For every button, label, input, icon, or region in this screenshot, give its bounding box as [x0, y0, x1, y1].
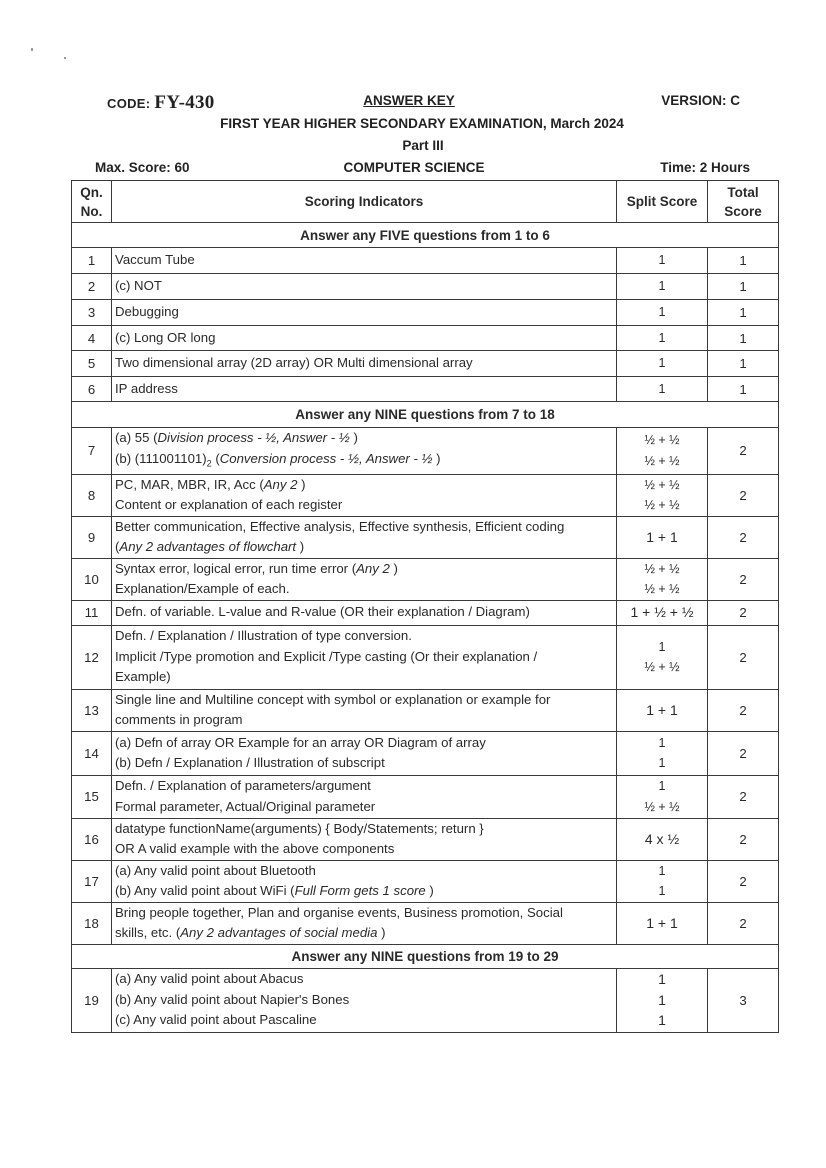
- scoring-indicator: [112, 902, 617, 944]
- indicator-text: Defn. / Explanation of parameters/argument: [115, 778, 371, 794]
- scan-speck: [64, 57, 66, 59]
- question-number: 14: [72, 731, 112, 775]
- indicator-text: (: [211, 450, 220, 466]
- max-score: Max. Score: 60: [95, 160, 190, 175]
- scoring-indicator: [112, 731, 617, 775]
- indicator-line: [115, 923, 613, 944]
- split-score: [617, 300, 708, 326]
- column-header-scoring-indicators: Scoring Indicators: [112, 181, 617, 223]
- scoring-indicator: [112, 689, 617, 731]
- total-score: 2: [708, 516, 779, 558]
- split-score: [617, 860, 708, 902]
- indicator-note: Division process - ½, Answer - ½: [157, 430, 350, 445]
- indicator-text: comments in program: [115, 712, 243, 728]
- split-score-value: ½ + ½: [644, 477, 680, 492]
- split-score: [617, 248, 708, 274]
- column-header-total-score: [708, 181, 779, 223]
- indicator-line: [115, 379, 613, 400]
- table-header-row: [72, 181, 779, 223]
- total-score: 2: [708, 902, 779, 944]
- indicator-text: datatype functionName(arguments) { Body/Statements; return }: [115, 820, 484, 836]
- indicator-line: [115, 475, 613, 496]
- indicator-text: ): [432, 450, 441, 466]
- split-score-value: 1: [658, 884, 666, 899]
- table-row: [72, 248, 779, 274]
- split-score: [617, 731, 708, 775]
- indicator-line: [115, 250, 613, 271]
- split-score: [617, 775, 708, 818]
- answer-key-table: [71, 180, 779, 1033]
- table-row: [72, 968, 779, 1032]
- indicator-text: (b) Defn / Explanation / Illustration of subscript: [115, 755, 385, 771]
- question-number: 1: [72, 248, 112, 274]
- question-number: 4: [72, 326, 112, 351]
- indicator-text: Implicit /Type promotion and Explicit /Type casting (Or their explanation /: [115, 648, 538, 664]
- indicator-line: [115, 495, 613, 516]
- split-score-value: 1 + ½ + ½: [630, 604, 694, 621]
- indicator-note: Any 2: [356, 560, 390, 576]
- indicator-text: ): [389, 560, 398, 576]
- indicator-line: [115, 861, 613, 882]
- split-score-value: ½ + ½: [644, 498, 680, 513]
- table-row: [72, 428, 779, 475]
- section-heading-row: [72, 223, 779, 248]
- scoring-indicator: [112, 274, 617, 300]
- indicator-note: Any 2 advantages of flowchart: [119, 539, 297, 555]
- indicator-text: (a) 55 (: [115, 430, 158, 445]
- indicator-text: ): [425, 883, 434, 899]
- split-score-value: 1: [658, 305, 666, 320]
- split-score: [617, 600, 708, 625]
- indicator-text: Content or explanation of each register: [115, 497, 343, 513]
- indicator-line: [115, 626, 613, 647]
- split-score: [617, 516, 708, 558]
- question-number: 15: [72, 775, 112, 818]
- indicator-text: (a) Defn of array OR Example for an array OR Diagram of array: [115, 734, 486, 750]
- table-row: [72, 351, 779, 377]
- indicator-line: [115, 881, 613, 902]
- indicator-note: Any 2: [263, 476, 298, 492]
- exam-time: Time: 2 Hours: [660, 160, 750, 175]
- table-row: [72, 860, 779, 902]
- split-score: [617, 377, 708, 402]
- indicator-note: Conversion process - ½, Answer - ½: [219, 450, 433, 466]
- question-number: 3: [72, 300, 112, 326]
- split-score-value: 1 + 1: [646, 528, 678, 545]
- column-header-qn-no: [72, 181, 112, 223]
- question-number: 16: [72, 818, 112, 860]
- indicator-text: PC, MAR, MBR, IR, Acc (: [115, 476, 264, 492]
- total-score: 1: [708, 248, 779, 274]
- question-number: 13: [72, 689, 112, 731]
- table-row: [72, 600, 779, 625]
- split-score-value: 1: [658, 279, 666, 294]
- question-number: 18: [72, 902, 112, 944]
- indicator-line: [115, 990, 613, 1011]
- section-heading: Answer any FIVE questions from 1 to 6: [72, 223, 779, 248]
- indicator-text: Example): [115, 669, 171, 685]
- scoring-indicator: [112, 860, 617, 902]
- indicator-text: (a) Any valid point about Bluetooth: [115, 862, 316, 878]
- table-row: [72, 274, 779, 300]
- indicator-text: Debugging: [115, 304, 179, 320]
- indicator-text: Syntax error, logical error, run time error (: [115, 560, 357, 576]
- split-score: [617, 326, 708, 351]
- question-number: 12: [72, 625, 112, 689]
- split-score-value: 1: [658, 639, 666, 654]
- indicator-line: [115, 579, 613, 600]
- answer-key-title: ANSWER KEY: [363, 93, 455, 108]
- split-score: [617, 902, 708, 944]
- indicator-line: [115, 428, 613, 449]
- split-score-value: 1: [658, 356, 666, 371]
- indicator-text: Formal parameter, Actual/Original parameter: [115, 798, 376, 814]
- indicator-text: ): [377, 925, 386, 941]
- indicator-text: skills, etc. (: [115, 925, 181, 941]
- question-number: 8: [72, 474, 112, 516]
- indicator-text: Better communication, Effective analysis, Effective synthesis, Efficient coding: [115, 518, 565, 534]
- indicator-text: (b) (111001101): [115, 450, 207, 466]
- indicator-text: IP address: [115, 380, 178, 396]
- section-heading: Answer any NINE questions from 19 to 29: [72, 944, 779, 968]
- split-score: [617, 474, 708, 516]
- section-heading-row: [72, 944, 779, 968]
- indicator-text: (c) NOT: [115, 278, 162, 294]
- split-score: [617, 818, 708, 860]
- indicator-line: [115, 903, 613, 924]
- split-score-value: 1: [658, 863, 666, 878]
- indicator-line: [115, 710, 613, 731]
- indicator-line: [115, 602, 613, 623]
- split-score: [617, 689, 708, 731]
- split-score: [617, 968, 708, 1032]
- indicator-line: [115, 537, 613, 558]
- indicator-line: [115, 276, 613, 297]
- total-score: 1: [708, 351, 779, 377]
- scoring-indicator: [112, 428, 617, 475]
- version-label: VERSION: C: [661, 93, 740, 108]
- scoring-indicator: [112, 516, 617, 558]
- indicator-text: (a) Any valid point about Abacus: [115, 971, 304, 987]
- total-score: 1: [708, 274, 779, 300]
- scoring-indicator: [112, 600, 617, 625]
- total-score: 2: [708, 474, 779, 516]
- table-row: [72, 474, 779, 516]
- question-number: 2: [72, 274, 112, 300]
- indicator-line: [115, 517, 613, 538]
- exam-name: FIRST YEAR HIGHER SECONDARY EXAMINATION, March 2024: [220, 116, 624, 131]
- indicator-note: Any 2 advantages of social media: [180, 925, 378, 941]
- total-score: 2: [708, 775, 779, 818]
- indicator-text: Defn. of variable. L-value and R-value (OR their explanation / Diagram): [115, 604, 530, 620]
- split-score: [617, 351, 708, 377]
- split-score-value: 4 x ½: [644, 830, 680, 847]
- part-label: Part III: [402, 138, 444, 153]
- split-score-value: ½ + ½: [644, 453, 680, 468]
- indicator-line: [115, 690, 613, 711]
- indicator-line: [115, 776, 613, 797]
- scan-speck: [31, 48, 33, 51]
- scoring-indicator: [112, 968, 617, 1032]
- indicator-line: [115, 1010, 613, 1031]
- indicator-text: Single line and Multiline concept with symbol or explanation or example for: [115, 691, 551, 707]
- split-score: [617, 625, 708, 689]
- indicator-line: [115, 797, 613, 818]
- indicator-text: (b) Any valid point about WiFi (: [115, 883, 295, 899]
- total-score: 2: [708, 600, 779, 625]
- scoring-indicator: [112, 625, 617, 689]
- table-row: [72, 625, 779, 689]
- split-score-value: ½ + ½: [644, 582, 680, 597]
- split-score-value: 1: [658, 330, 666, 345]
- table-row: [72, 689, 779, 731]
- indicator-text: Explanation/Example of each.: [115, 581, 290, 597]
- split-score-value: 1: [658, 1012, 666, 1029]
- scoring-indicator: [112, 248, 617, 274]
- indicator-line: [115, 647, 613, 668]
- scoring-indicator: [112, 775, 617, 818]
- total-score: 3: [708, 968, 779, 1032]
- indicator-line: [115, 839, 613, 860]
- indicator-line: [115, 559, 613, 580]
- total-header-line2: Score: [724, 203, 762, 219]
- split-score: [617, 274, 708, 300]
- table-row: [72, 558, 779, 600]
- total-score: 1: [708, 300, 779, 326]
- indicator-text: OR A valid example with the above components: [115, 841, 395, 857]
- question-number: 19: [72, 968, 112, 1032]
- split-score-value: 1: [658, 381, 666, 396]
- indicator-text: 2: [206, 458, 212, 469]
- scoring-indicator: [112, 474, 617, 516]
- split-score-value: 1: [658, 735, 666, 750]
- qn-header-line2: No.: [80, 203, 103, 219]
- subject-name: COMPUTER SCIENCE: [343, 160, 485, 175]
- total-score: 2: [708, 731, 779, 775]
- split-score-value: ½ + ½: [644, 799, 680, 814]
- indicator-line: [115, 302, 613, 323]
- split-score-value: ½ + ½: [644, 561, 680, 576]
- split-score-value: 1 + 1: [646, 701, 678, 718]
- indicator-line: [115, 819, 613, 840]
- split-score-value: 1: [658, 756, 666, 771]
- scoring-indicator: [112, 300, 617, 326]
- split-score-value: 1: [658, 779, 666, 794]
- section-heading: Answer any NINE questions from 7 to 18: [72, 402, 779, 428]
- scoring-indicator: [112, 377, 617, 402]
- indicator-line: [115, 667, 613, 688]
- scoring-indicator: [112, 818, 617, 860]
- total-header-line1: Total: [727, 184, 759, 200]
- table-row: [72, 377, 779, 402]
- total-score: 1: [708, 326, 779, 351]
- scoring-indicator: [112, 558, 617, 600]
- indicator-text: ): [349, 430, 358, 445]
- indicator-text: (: [115, 539, 120, 555]
- indicator-line: [115, 449, 613, 474]
- indicator-line: [115, 328, 613, 349]
- split-score-value: ½ + ½: [644, 433, 680, 448]
- total-score: 2: [708, 860, 779, 902]
- question-number: 7: [72, 428, 112, 475]
- table-row: [72, 326, 779, 351]
- question-number: 5: [72, 351, 112, 377]
- split-score: [617, 558, 708, 600]
- split-score: [617, 428, 708, 475]
- question-number: 6: [72, 377, 112, 402]
- total-score: 2: [708, 558, 779, 600]
- table-row: [72, 818, 779, 860]
- indicator-text: ): [297, 476, 306, 492]
- question-number: 9: [72, 516, 112, 558]
- indicator-text: Bring people together, Plan and organise events, Business promotion, Social: [115, 904, 563, 920]
- column-header-split-score: Split Score: [617, 181, 708, 223]
- split-score-value: 1: [658, 253, 666, 268]
- table-row: [72, 731, 779, 775]
- total-score: 2: [708, 625, 779, 689]
- indicator-text: (c) Any valid point about Pascaline: [115, 1012, 317, 1028]
- scoring-indicator: [112, 326, 617, 351]
- question-number: 10: [72, 558, 112, 600]
- table-row: [72, 300, 779, 326]
- table-row: [72, 902, 779, 944]
- indicator-note: Full Form gets 1 score: [294, 883, 426, 899]
- split-score-value: 1 + 1: [646, 914, 678, 931]
- total-score: 2: [708, 689, 779, 731]
- split-score-value: 1: [658, 991, 666, 1008]
- indicator-line: [115, 353, 613, 374]
- indicator-text: Defn. / Explanation / Illustration of type conversion.: [115, 628, 412, 644]
- qn-header-line1: Qn.: [80, 184, 103, 200]
- table-row: [72, 775, 779, 818]
- split-score-value: 1: [658, 971, 666, 988]
- question-number: 11: [72, 600, 112, 625]
- indicator-text: Vaccum Tube: [115, 252, 195, 268]
- total-score: 2: [708, 428, 779, 475]
- question-number: 17: [72, 860, 112, 902]
- code-value: FY-430: [154, 92, 215, 113]
- indicator-text: (b) Any valid point about Napier's Bones: [115, 991, 350, 1007]
- indicator-line: [115, 753, 613, 774]
- section-heading-row: [72, 402, 779, 428]
- indicator-text: (c) Long OR long: [115, 329, 216, 345]
- indicator-text: Two dimensional array (2D array) OR Multi dimensional array: [115, 355, 473, 371]
- split-score-value: ½ + ½: [644, 660, 680, 675]
- table-body: [72, 223, 779, 1033]
- scoring-indicator: [112, 351, 617, 377]
- total-score: 1: [708, 377, 779, 402]
- table-row: [72, 516, 779, 558]
- indicator-line: [115, 969, 613, 990]
- code-label: CODE:: [107, 96, 151, 111]
- total-score: 2: [708, 818, 779, 860]
- indicator-line: [115, 733, 613, 754]
- indicator-text: ): [296, 539, 305, 555]
